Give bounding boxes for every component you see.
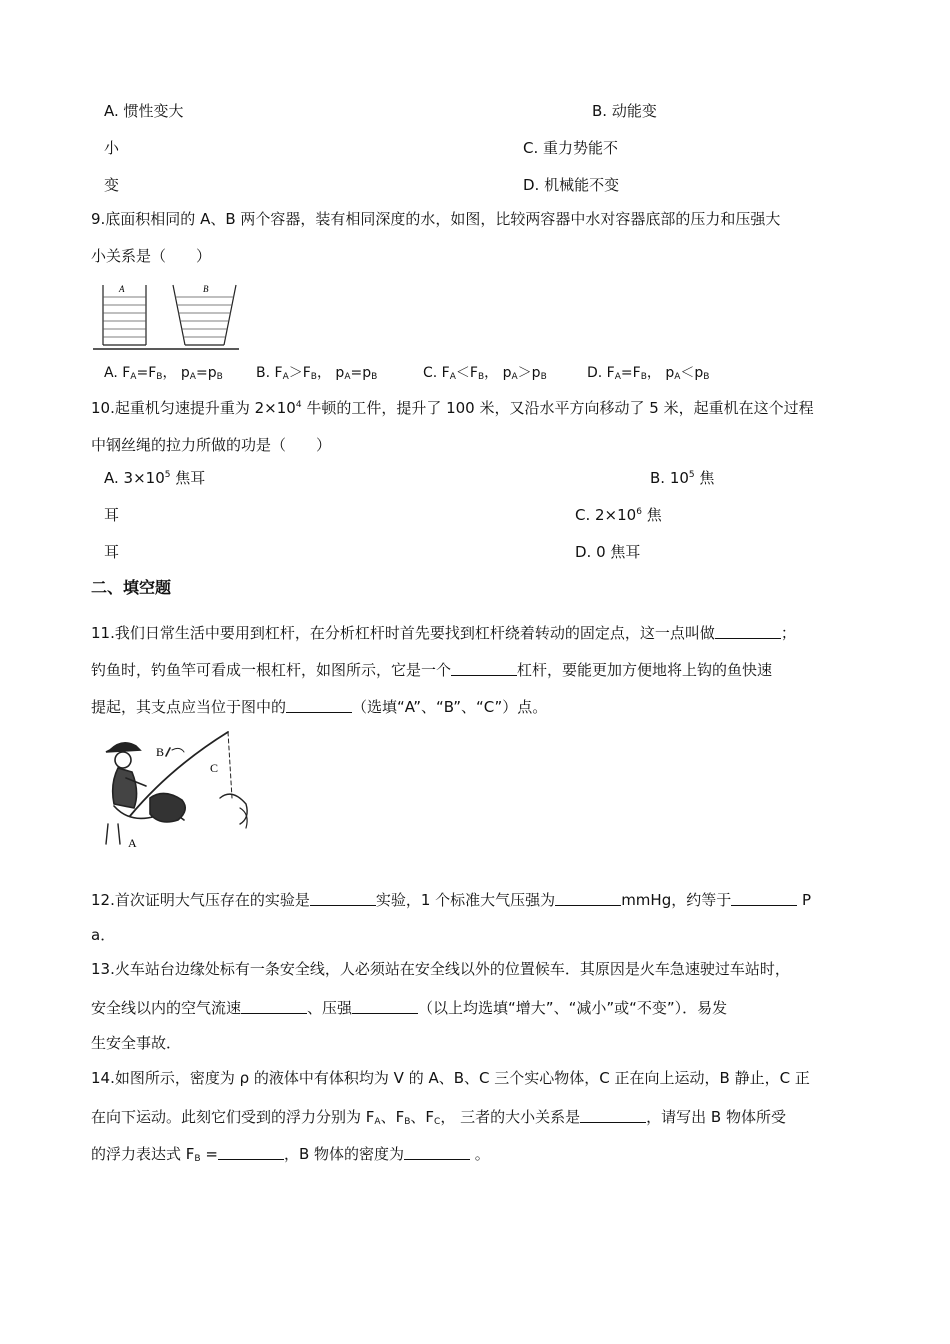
q9-option-c: C. $F_A<F_B$， $p_A>p_B$ <box>423 365 547 382</box>
fishing-figure <box>100 728 260 850</box>
q14-line2: 在向下运动。此刻它们受到的浮力分别为 $F_A$、$F_B$、$F_C$， 三者的大小关系是 ，请写出 B 物体所受 <box>91 1108 786 1127</box>
q14-blank-2[interactable] <box>218 1145 284 1160</box>
q10-option-c-wrap: 耳 <box>104 543 120 561</box>
q11-blank-3[interactable] <box>286 698 352 713</box>
q9-container-figure <box>91 279 241 351</box>
q11-line1: 11.我们日常生活中要用到杠杆，在分析杠杆时首先要找到杠杆绕着转动的固定点，这一点叫做 ； <box>91 624 796 642</box>
fishing-label-a: A <box>128 836 137 850</box>
q11-line3: 提起，其支点应当位于图中的 （选填“A”、“B”、“C”）点。 <box>91 698 548 716</box>
container-a <box>103 285 146 345</box>
q11-blank-2[interactable] <box>451 661 517 676</box>
q9-option-b: B. $F_A>F_B$， $p_A=p_B$ <box>256 365 378 382</box>
fishing-label-b: B <box>156 745 165 759</box>
q9-option-a: A. $F_A=F_B$， $p_A=p_B$ <box>104 365 223 382</box>
q13-blank-1[interactable] <box>241 999 307 1014</box>
q12-line2: a． <box>91 926 116 944</box>
q11-line2: 钓鱼时，钓鱼竿可看成一根杠杆，如图所示，它是一个 杠杆，要能更加方便地将上钩的鱼快速 <box>91 661 773 679</box>
q12-blank-2[interactable] <box>555 891 621 906</box>
q8-option-c: C. 重力势能不 <box>523 139 619 157</box>
q9-option-d: D. $F_A=F_B$， $p_A<p_B$ <box>587 365 710 382</box>
q10-option-d: D. 0 焦耳 <box>575 543 641 561</box>
container-b-label: B <box>203 284 209 294</box>
container-a-label: A <box>119 284 125 294</box>
q8-option-b-wrap: 小 <box>104 139 120 157</box>
q10-option-b-wrap: 耳 <box>104 506 120 524</box>
section-heading-fill-in: 二、填空题 <box>91 578 172 597</box>
q14-line3: 的浮力表达式 $F_B$ = ，B 物体的密度为 。 <box>91 1145 490 1164</box>
q13-blank-2[interactable] <box>352 999 418 1014</box>
q14-blank-1[interactable] <box>580 1108 646 1123</box>
q13-line1: 13.火车站台边缘处标有一条安全线，人必须站在安全线以外的位置候车．其原因是火车急速驶过车站时， <box>91 960 790 978</box>
q14-line1: 14.如图所示，密度为 ρ 的液体中有体积均为 V 的 A、B、C 三个实心物体，C 正在向上运动，B 静止，C 正 <box>91 1069 810 1087</box>
q14-blank-3[interactable] <box>404 1145 470 1160</box>
q8-option-b: B. 动能变 <box>592 102 657 120</box>
q8-option-d: D. 机械能不变 <box>523 176 620 194</box>
q13-line2: 安全线以内的空气流速 、压强 （以上均选填“增大”、“减小”或“不变”）．易发 <box>91 999 728 1017</box>
q10-option-c: C. $2\times 10^6$ 焦 <box>575 506 662 524</box>
q8-option-a: A. 惯性变大 <box>104 102 184 120</box>
q10-option-b: B. $10^5$ 焦 <box>650 469 715 487</box>
q8-option-c-wrap: 变 <box>104 176 120 194</box>
q9-stem-line1: 9.底面积相同的 A、B 两个容器，装有相同深度的水，如图，比较两容器中水对容器底部的压力和压强大 <box>91 210 781 228</box>
q10-option-a: A. $3\times 10^5$ 焦耳 <box>104 469 206 487</box>
q12-blank-3[interactable] <box>731 891 797 906</box>
q12-line1: 12.首次证明大气压存在的实验是 实验，1 个标准大气压强为 mmHg，约等于 P <box>91 891 812 909</box>
q13-line3: 生安全事故． <box>91 1034 182 1052</box>
q9-stem-line2: 小关系是（ ） <box>91 247 212 265</box>
q10-stem-line1: 10.起重机匀速提升重为 $2\times 10^4$ 牛顿的工件，提升了 100 米，又沿水平方向移动了 5 米，起重机在这个过程 <box>91 399 814 417</box>
q12-blank-1[interactable] <box>310 891 376 906</box>
container-b <box>173 285 236 345</box>
q11-blank-1[interactable] <box>715 624 781 639</box>
q10-stem-line2: 中钢丝绳的拉力所做的功是（ ） <box>91 436 332 454</box>
fishing-label-c: C <box>210 761 219 775</box>
